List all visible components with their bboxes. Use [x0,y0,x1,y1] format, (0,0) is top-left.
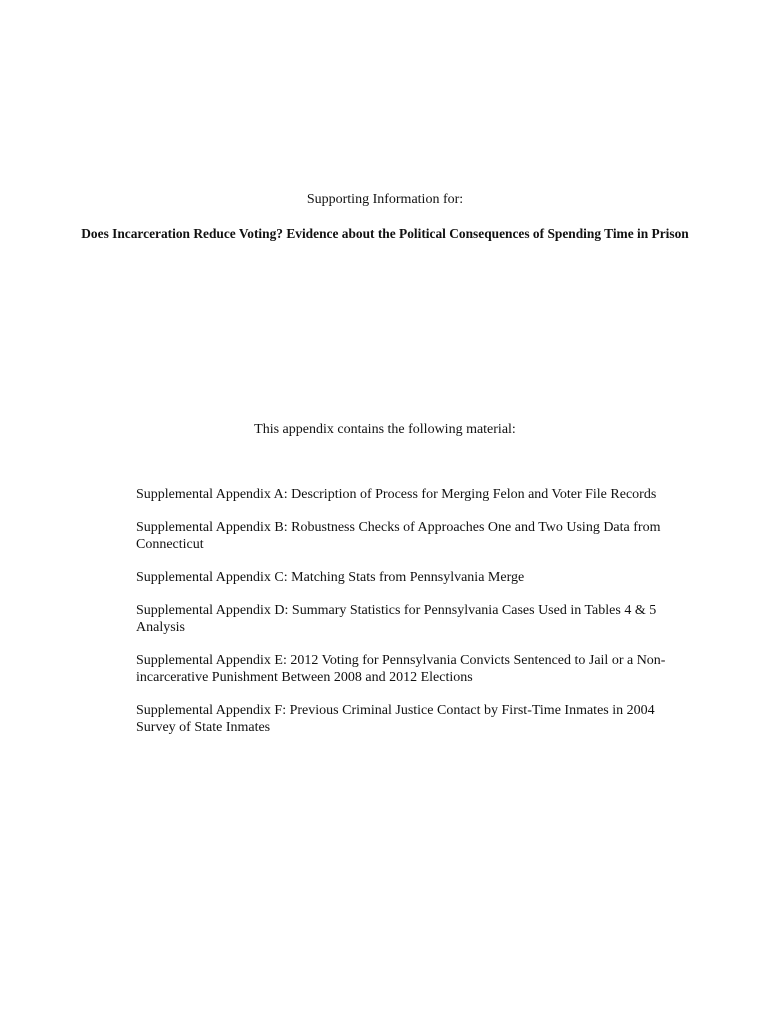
appendix-item-d: Supplemental Appendix D: Summary Statistics for Pennsylvania Cases Used in Tables 4 & 5 Analysis [136,603,657,635]
appendix-item-b: Supplemental Appendix B: Robustness Checks of Approaches One and Two Using Data from Connecticut [136,520,661,552]
supporting-info-label: Supporting Information for: [306,192,464,207]
appendix-item-c: Supplemental Appendix C: Matching Stats from Pennsylvania Merge [136,570,525,585]
appendix-item-e: Supplemental Appendix E: 2012 Voting for Pennsylvania Convicts Sentenced to Jail or a Non-incarcerative Punishment Between 2008 and 2012 Elections [136,653,666,685]
paper-title: Does Incarceration Reduce Voting? Evidence about the Political Consequences of Spending Time in Prison [81,226,689,241]
appendix-item-a: Supplemental Appendix A: Description of Process for Merging Felon and Voter File Records [136,487,657,502]
appendix-intro: This appendix contains the following material: [254,422,516,437]
appendix-list [136,486,666,752]
appendix-item-f: Supplemental Appendix F: Previous Criminal Justice Contact by First-Time Inmates in 2004 Survey of State Inmates [136,703,655,735]
